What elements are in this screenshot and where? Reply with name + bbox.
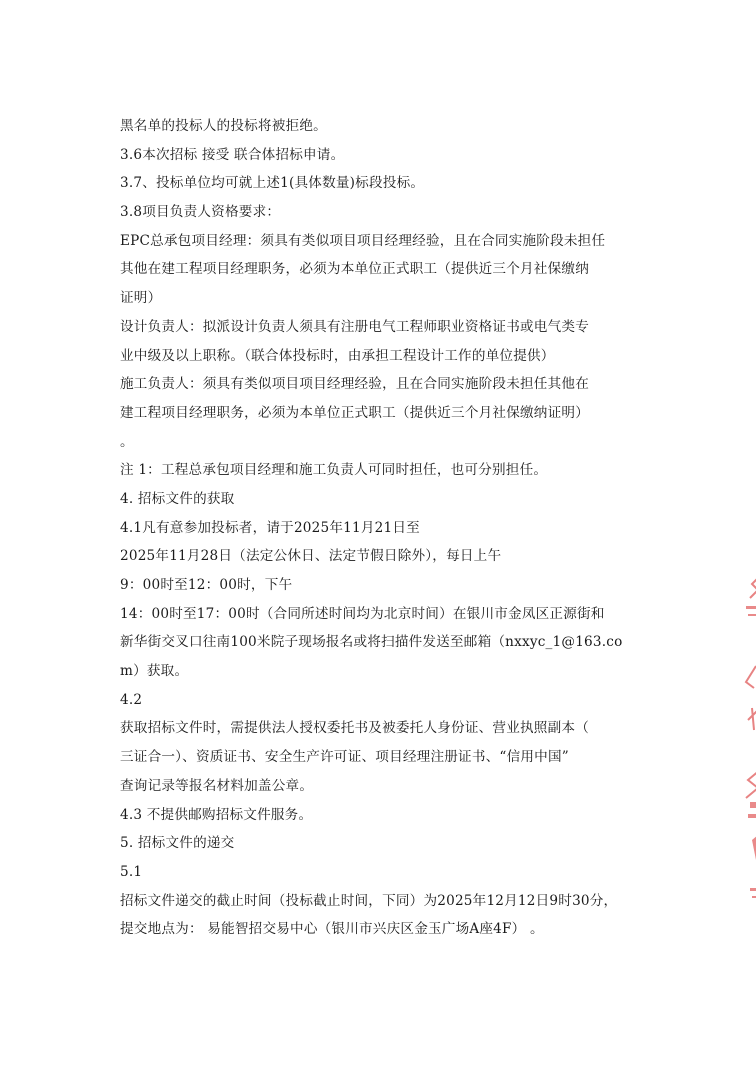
text-line: 3.8项目负责人资格要求： — [120, 204, 281, 221]
text-line: 新华街交叉口往南100米院子现场报名或将扫描件发送至邮箱（nxxyc_1@163.co — [120, 634, 623, 651]
text-line: 4.2 — [120, 691, 143, 708]
text-line: 其他在建工程项目经理职务，必须为本单位正式职工（提供近三个月社保缴纳 — [120, 261, 589, 278]
text-line: 注 1：工程总承包项目经理和施工负责人可同时担任，也可分别担任。 — [120, 462, 548, 479]
text-line: EPC总承包项目经理：须具有类似项目项目经理经验，且在合同实施阶段未担任 — [120, 232, 606, 249]
text-line: 提交地点为： 易能智招交易中心（银川市兴庆区金玉广场A座4F） 。 — [120, 921, 544, 938]
text-line: 黑名单的投标人的投标将被拒绝。 — [120, 118, 327, 134]
text-line: 施工负责人：须具有类似项目项目经理经验，且在合同实施阶段未担任其他在 — [120, 376, 589, 393]
text-line: 证明） — [120, 290, 162, 307]
text-line: 三证合一）、资质证书、安全生产许可证、项目经理注册证书、“信用中国” — [120, 749, 569, 766]
text-line: 2025年11月28日（法定公休日、法定节假日除外），每日上午 — [120, 548, 502, 565]
text-line: 4.1凡有意参加投标者，请于2025年11月21日至 — [120, 519, 420, 536]
section-heading: 4. 招标文件的获取 — [120, 490, 235, 507]
text-line: 3.7、投标单位均可就上述1(具体数量)标段投标。 — [120, 175, 425, 192]
document-body — [120, 112, 640, 944]
text-line: 招标文件递交的截止时间（投标截止时间，下同）为2025年12月12日9时30分， — [120, 892, 618, 909]
text-line: 查询记录等报名材料加盖公章。 — [120, 777, 314, 794]
text-line: 获取招标文件时，需提供法人授权委托书及被委托人身份证、营业执照副本（ — [120, 720, 589, 737]
text-line: 14：00时至17：00时（合同所述时间均为北京时间）在银川市金凤区正源街和 — [120, 605, 605, 622]
text-line: m）获取。 — [120, 663, 189, 680]
section-heading: 5. 招标文件的递交 — [120, 835, 235, 852]
text-line: 3.6本次招标 接受 联合体招标申请。 — [120, 146, 345, 163]
text-line: 设计负责人：拟派设计负责人须具有注册电气工程师职业资格证书或电气类专 — [120, 318, 589, 335]
red-seal-stamp-icon — [734, 570, 756, 930]
text-line: 业中级及以上职称。（联合体投标时，由承担工程设计工作的单位提供） — [120, 347, 555, 364]
text-line: 4.3 不提供邮购招标文件服务。 — [120, 806, 313, 823]
text-line: 9：00时至12：00时，下午 — [120, 577, 293, 593]
text-line: 5.1 — [120, 863, 143, 880]
text-line: 。 — [120, 433, 134, 450]
text-line: 建工程项目经理职务，必须为本单位正式职工（提供近三个月社保缴纳证明） — [120, 404, 589, 421]
